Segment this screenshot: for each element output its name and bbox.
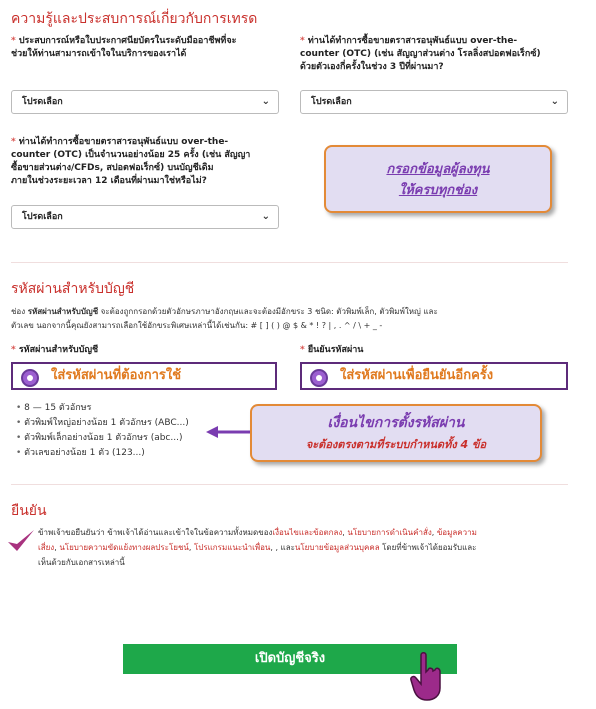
list-item: • ตัวเลขอย่างน้อย 1 ตัว (123...) (16, 446, 189, 461)
radio-dot-icon (310, 369, 328, 387)
terms-link[interactable]: เงื่อนไขและข้อตกลง (272, 528, 343, 537)
confirm-password-input[interactable]: ใส่รหัสผ่านเพื่อยืนยันอีกครั้ง (300, 362, 568, 390)
confirm-text: ข้าพเจ้าขอยืนยันว่า ข้าพเจ้าได้อ่านและเข้าใจในข้อความทั้งหมดของเงื่อนไขและข้อตกลง, นโยบายการดำเนินคำสั่ง, ข้อมูลความ เสี่ยง, นโยบายความขัดแย้งทางผลประโยชน์, โปรแกรมแนะนำเพื่อน, , และนโยบายข้อมูลส่วนบุคคล โดยที่ข้าพเจ้าได้ยอมรับและ เห็นด้วยกับเอกสารเหล่านี้ (38, 528, 477, 567)
privacy-policy-link[interactable]: นโยบายข้อมูลส่วนบุคคล (294, 543, 380, 552)
arrow-left-icon (204, 424, 256, 440)
experience-select[interactable]: โปรดเลือก ⌄ (11, 90, 279, 114)
otc-frequency-select[interactable]: โปรดเลือก ⌄ (300, 90, 568, 114)
fill-all-callout: กรอกข้อมูลผู้ลงทุน ให้ครบทุกช่อง (324, 145, 552, 213)
confirm-password-label: * ยืนยันรหัสผ่าน (300, 345, 364, 355)
password-label: * รหัสผ่านสำหรับบัญชี (11, 345, 99, 355)
chevron-down-icon: ⌄ (261, 211, 270, 222)
list-item: • ตัวพิมพ์เล็กอย่างน้อย 1 ตัวอักษร (abc...) (16, 431, 189, 446)
checkmark-icon[interactable] (6, 528, 36, 554)
password-rules-callout: เงื่อนไขการตั้งรหัสผ่าน จะต้องตรงตามที่ระบบกำหนดทั้ง 4 ข้อ (250, 404, 542, 462)
execution-policy-link[interactable]: นโยบายการดำเนินคำสั่ง (347, 528, 432, 537)
chevron-down-icon: ⌄ (261, 96, 270, 107)
divider (11, 484, 568, 485)
hand-pointer-icon (410, 652, 444, 702)
conflict-policy-link[interactable]: นโยบายความขัดแย้งทางผลประโยชน์ (59, 543, 189, 552)
risk-disclosure-link[interactable]: ข้อมูลความ เสี่ยง (38, 528, 477, 552)
question-otc-frequency: * ท่านได้ทำการซื้อขายตราสารอนุพันธ์แบบ over-the- counter (OTC) (เช่น สัญญาส่วนต่าง โรลลิ่งสปอตฟอเร็กซ์) ด้วยตัวเองกี่ครั้งในช่วง 3 ปีที่ผ่านมา? (300, 36, 541, 72)
password-input[interactable]: ใส่รหัสผ่านที่ต้องการใช้ (11, 362, 277, 390)
list-item: • ตัวพิมพ์ใหญ่อย่างน้อย 1 ตัวอักษร (ABC...) (16, 416, 189, 431)
divider (11, 262, 568, 263)
open-live-account-button[interactable]: เปิดบัญชีจริง (123, 644, 457, 674)
radio-dot-icon (21, 369, 39, 387)
list-item: • 8 — 15 ตัวอักษร (16, 401, 189, 416)
experience-title: ความรู้และประสบการณ์เกี่ยวกับการเทรด (11, 11, 258, 27)
password-title: รหัสผ่านสำหรับบัญชี (11, 281, 135, 297)
referral-link[interactable]: โปรแกรมแนะนำเพื่อน (193, 543, 271, 552)
question-experience: * ประสบการณ์หรือใบประกาศนียบัตรในระดับมืออาชีพที่จะ ช่วยให้ท่านสามารถเข้าใจในบริการของเราได้ (11, 36, 237, 59)
password-rules (16, 401, 189, 461)
question-otc-25: * ท่านได้ทำการซื้อขายตราสารอนุพันธ์แบบ over-the- counter (OTC) เป็นจำนวนอย่างน้อย 25 ครั้ง (เช่น สัญญา ซื้อขายส่วนต่าง/CFDs, สปอตฟอเร็กซ์) บนบัญชีเดิม ภายในช่วงระยะเวลา 12 เดือนที่ผ่านมาใช่หรือไม่? (11, 137, 251, 186)
confirm-title: ยืนยัน (11, 503, 47, 519)
otc-25-select[interactable]: โปรดเลือก ⌄ (11, 205, 279, 229)
password-description: ช่อง รหัสผ่านสำหรับบัญชี จะต้องถูกกรอกด้วยตัวอักษรภาษาอังกฤษและจะต้องมีอักขระ 3 ชนิด: ตัวพิมพ์เล็ก, ตัวพิมพ์ใหญ่ และ ตัวเลข นอกจากนี้คุณยังสามารถเลือกใช้อักขระพิเศษเหล่านี้ได้เช่นกัน: # [ ] ( ) @ $ & * ! ? | , . ^ / \ + _ - (11, 307, 438, 330)
chevron-down-icon: ⌄ (550, 96, 559, 107)
